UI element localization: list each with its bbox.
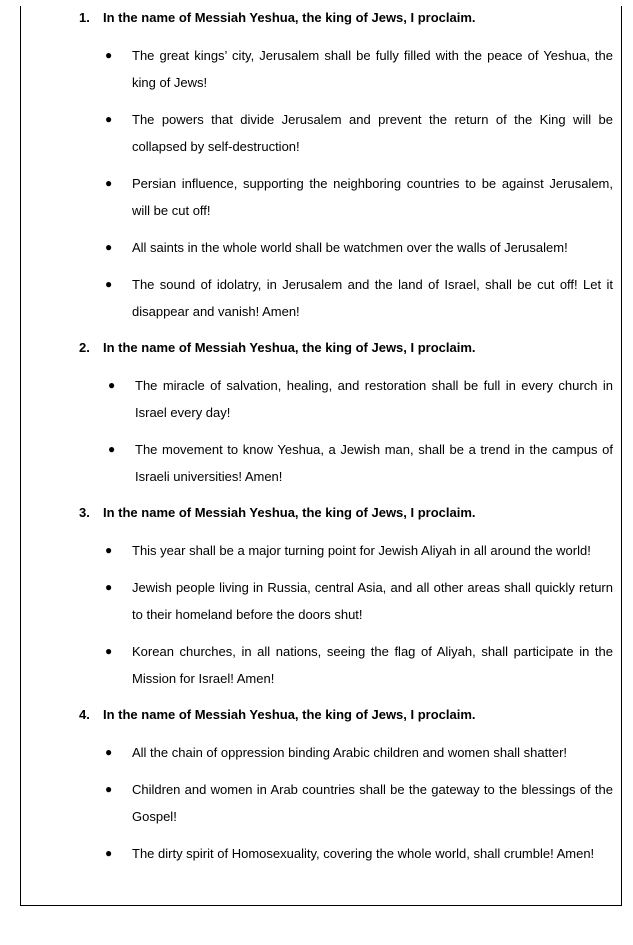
bullet-icon: ● bbox=[105, 48, 113, 62]
list-item: All saints in the whole world shall be watchmen over the walls of Jerusalem! bbox=[132, 240, 568, 255]
bullet-icon: ● bbox=[105, 112, 113, 126]
section-number: 1. bbox=[79, 10, 90, 25]
section-heading bbox=[79, 340, 476, 356]
list-item: This year shall be a major turning point for Jewish Aliyah in all around the world! bbox=[132, 543, 591, 558]
list-item: The great kings’ city, Jerusalem shall be fully filled with the peace of Yeshua, the king of Jews! bbox=[132, 48, 613, 90]
list-item: Children and women in Arab countries shall be the gateway to the blessings of the Gospel! bbox=[132, 782, 613, 824]
section-number: 4. bbox=[79, 707, 90, 722]
list-item: Persian influence, supporting the neighboring countries to be against Jerusalem, will be cut off! bbox=[132, 176, 613, 218]
bullet-icon: ● bbox=[105, 580, 113, 594]
section-heading bbox=[79, 707, 476, 723]
list-item: Jewish people living in Russia, central Asia, and all other areas shall quickly return to their homeland before the doors shut! bbox=[132, 580, 613, 622]
section-number: 2. bbox=[79, 340, 90, 355]
bullet-icon: ● bbox=[105, 240, 113, 254]
bullet-icon: ● bbox=[108, 378, 116, 392]
bullet-icon: ● bbox=[105, 176, 113, 190]
list-item: Korean churches, in all nations, seeing the flag of Aliyah, shall participate in the Mission for Israel! Amen! bbox=[132, 644, 613, 686]
list-item: The powers that divide Jerusalem and prevent the return of the King will be collapsed by self-destruction! bbox=[132, 112, 613, 154]
list-item: All the chain of oppression binding Arabic children and women shall shatter! bbox=[132, 745, 568, 760]
list-item: The sound of idolatry, in Jerusalem and the land of Israel, shall be cut off! Let it disappear and vanish! Amen! bbox=[132, 277, 613, 319]
section-heading-text: In the name of Messiah Yeshua, the king of Jews, I proclaim. bbox=[103, 707, 476, 722]
bullet-icon: ● bbox=[105, 846, 113, 860]
section-heading-text: In the name of Messiah Yeshua, the king of Jews, I proclaim. bbox=[103, 10, 476, 25]
bullet-icon: ● bbox=[105, 782, 113, 796]
document-frame bbox=[20, 6, 622, 906]
bullet-icon: ● bbox=[105, 745, 113, 759]
section-heading-text: In the name of Messiah Yeshua, the king of Jews, I proclaim. bbox=[103, 505, 476, 520]
list-item: The movement to know Yeshua, a Jewish man, shall be a trend in the campus of Israeli universities! Amen! bbox=[135, 442, 613, 484]
bullet-icon: ● bbox=[105, 277, 113, 291]
bullet-icon: ● bbox=[105, 543, 113, 557]
list-item: The dirty spirit of Homosexuality, covering the whole world, shall crumble! Amen! bbox=[132, 846, 595, 861]
bullet-icon: ● bbox=[105, 644, 113, 658]
section-heading bbox=[79, 10, 476, 26]
list-item: The miracle of salvation, healing, and restoration shall be full in every church in Israel every day! bbox=[135, 378, 613, 420]
bullet-icon: ● bbox=[108, 442, 116, 456]
section-heading bbox=[79, 505, 476, 521]
section-number: 3. bbox=[79, 505, 90, 520]
section-heading-text: In the name of Messiah Yeshua, the king of Jews, I proclaim. bbox=[103, 340, 476, 355]
